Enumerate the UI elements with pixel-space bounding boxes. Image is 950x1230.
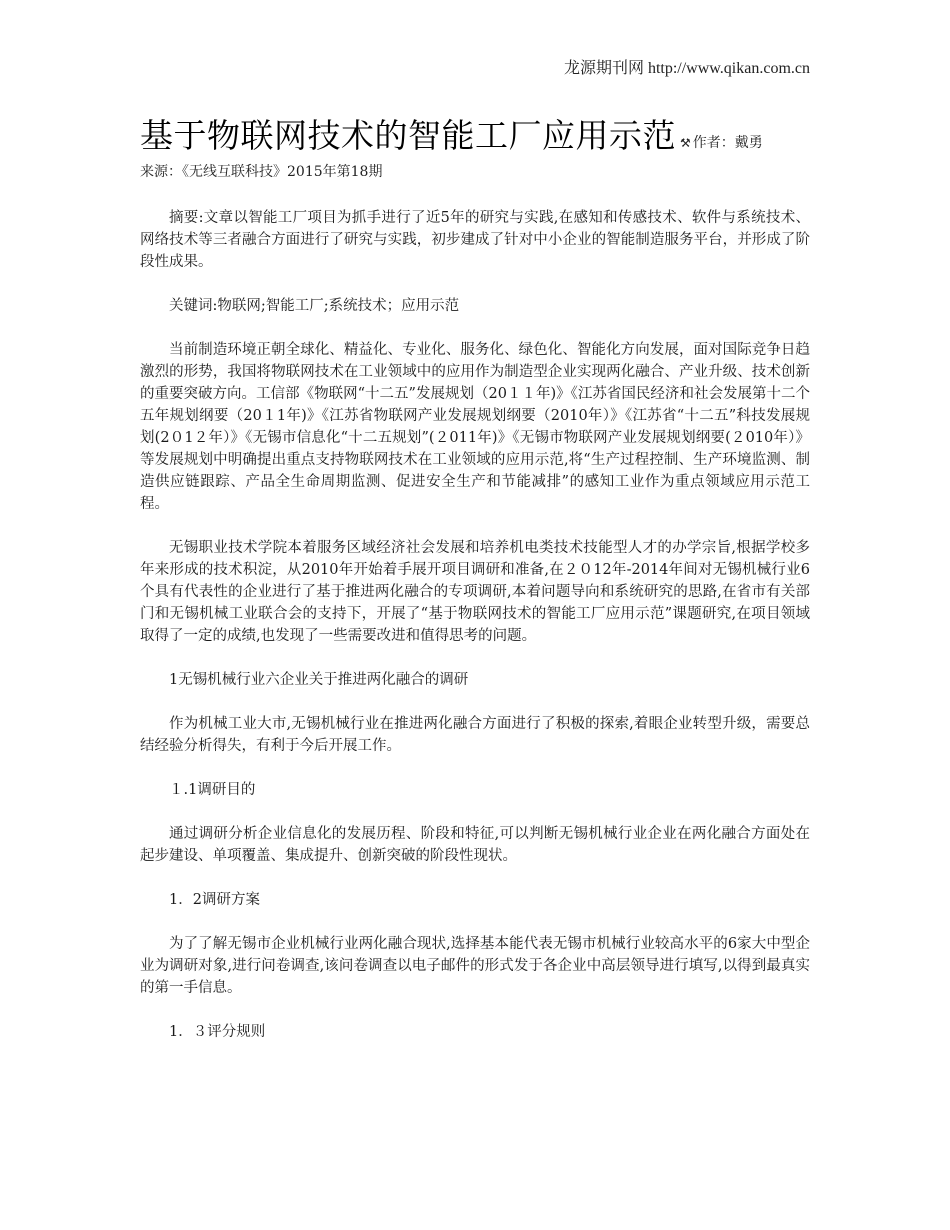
section-heading-1-2: 1．2调研方案 [169,892,260,908]
abstract: 摘要:文章以智能工厂项目为抓手进行了近5年的研究与实践,在感知和传感技术、软件与系统技术、网络技术等三者融合方面进行了研究与实践，初步建成了针对中小企业的智能制造服务平台，并形成了阶段性成果。 [140,210,810,270]
article-title: 基于物联网技术的智能工厂应用示范 [140,116,676,155]
title-row [140,110,810,157]
paragraph-5: 为了了解无锡市企业机械行业两化融合现状,选择基本能代表无锡市机械行业较高水平的6家大中型企业为调研对象,进行问卷调查,该问卷调查以电子邮件的形式发于各企业中高层领导进行填写,以得到最真实的第一手信息。 [140,936,810,996]
article-source: 来源：《无线互联科技》2015年第18期 [140,164,383,180]
section-heading-1-3: 1．３评分规则 [169,1024,266,1040]
paragraph-3: 作为机械工业大市,无锡机械行业在推进两化融合方面进行了积极的探索,着眼企业转型升级，需要总结经验分析得失，有利于今后开展工作。 [140,716,810,754]
paragraph-1: 当前制造环境正朝全球化、精益化、专业化、服务化、绿色化、智能化方向发展，面对国际竞争日趋激烈的形势，我国将物联网技术在工业领域中的应用作为制造型企业实现两化融合、产业升级、技术创新的重要突破方向。工信部《物联网“十二五”发展规划（20１１年)》《江苏省国民经济和社会发展第十二个五年规划纲要（20１1年)》《江苏省物联网产业发展规划纲要（2010年）》《江苏省“十二五”科技发展规划(2０1２年）》《无锡市信息化“十二五规划”(２011年)》《无锡市物联网产业发展规划纲要(２010年）》等发展规划中明确提出重点支持物联网技术在工业领域的应用示范,将“生产过程控制、生产环境监测、制造供应链跟踪、产品全生命周期监测、促进安全生产和节能减排”的感知工业作为重点领域应用示范工程。 [140,342,810,512]
author-line [680,132,763,152]
site-header: 龙源期刊网 http://www.qikan.com.cn [563,60,810,77]
section-heading-1-1: １.1调研目的 [169,782,256,798]
paragraph-2: 无锡职业技术学院本着服务区域经济社会发展和培养机电类技术技能型人才的办学宗旨,根据学校多年来形成的技术积淀，从2010年开始着手展开项目调研和准备,在２０12年-2014年间对无锡机械行业6个具有代表性的企业进行了基于推进两化融合的专项调研,本着问题导向和系统研究的思路,在省市有关部门和无锡机械工业联合会的支持下，开展了“基于物联网技术的智能工厂应用示范”课题研究,在项目领域取得了一定的成绩,也发现了一些需要改进和值得思考的问题。 [140,540,810,644]
author-name: 作者：戴勇 [692,135,763,151]
paragraph-4: 通过调研分析企业信息化的发展历程、阶段和特征,可以判断无锡机械行业企业在两化融合方面处在起步建设、单项覆盖、集成提升、创新突破的阶段性现状。 [140,826,810,864]
article [140,110,810,1043]
section-heading-1: 1无锡机械行业六企业关于推进两化融合的调研 [169,672,469,688]
person-icon: ⚒ [680,136,691,150]
keywords: 关键词:物联网;智能工厂;系统技术；应用示范 [169,298,460,314]
